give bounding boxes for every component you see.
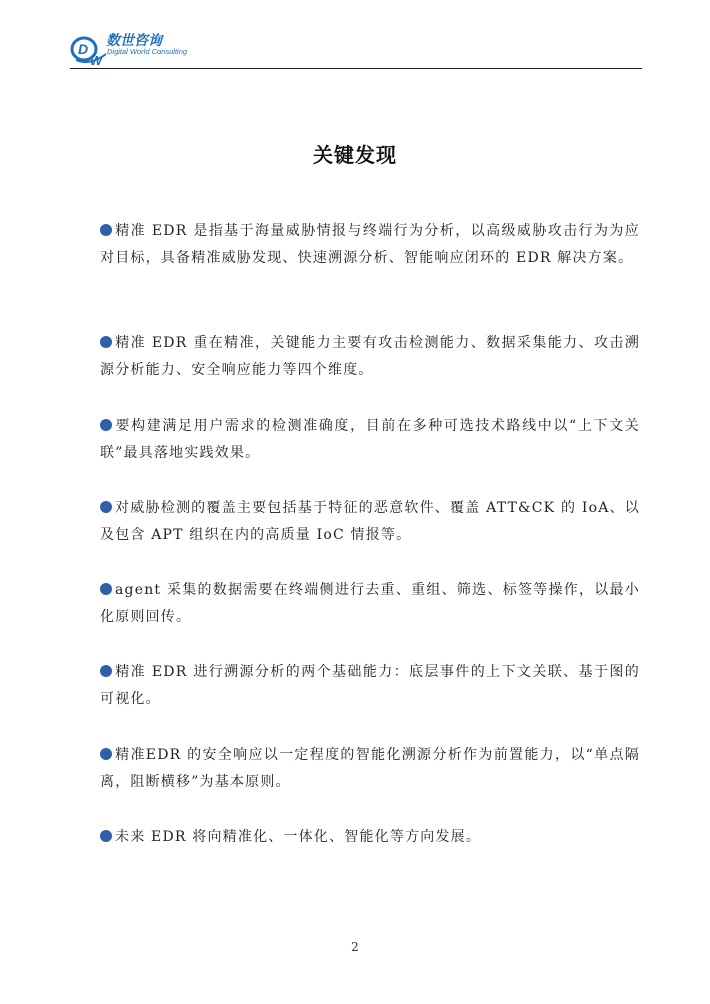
page-header — [70, 30, 642, 74]
bullet-icon — [100, 419, 112, 431]
finding-paragraph — [100, 742, 640, 796]
paragraph-text: 精准 EDR 是指基于海量威胁情报与终端行为分析，以高级威胁攻击行为为应对目标，具备精准威胁发现、快速溯源分析、智能响应闭环的 EDR 解决方案。 — [100, 223, 640, 266]
bullet-icon — [100, 583, 112, 595]
paragraph-text: 精准 EDR 重在精准，关键能力主要有攻击检测能力、数据采集能力、攻击溯源分析能力、安全响应能力等四个维度。 — [100, 335, 640, 378]
logo-text-cn: 数世咨询 — [106, 33, 162, 49]
finding-paragraph — [100, 577, 640, 631]
bullet-icon — [100, 224, 112, 236]
paragraph-text: 未来 EDR 将向精准化、一体化、智能化等方向发展。 — [115, 829, 482, 845]
bullet-icon — [100, 665, 112, 677]
finding-paragraph — [100, 495, 640, 549]
page-number: 2 — [351, 940, 359, 954]
finding-paragraph — [100, 218, 640, 272]
company-logo — [70, 30, 188, 70]
paragraph-text: 要构建满足用户需求的检测准确度，目前在多种可选技术路线中以“上下文关联”最具落地实践效果。 — [100, 418, 640, 461]
bullet-icon — [100, 501, 112, 513]
svg-text:D: D — [78, 41, 89, 57]
page-title: 关键发现 — [313, 143, 397, 167]
paragraph-text: 精准EDR 的安全响应以一定程度的智能化溯源分析作为前置能力，以“单点隔离，阻断横移”为基本原则。 — [100, 747, 640, 790]
paragraph-text: 对威胁检测的覆盖主要包括基于特征的恶意软件、覆盖 ATT&CK 的 IoA、以及包含 APT 组织在内的高质量 IoC 情报等。 — [100, 500, 640, 543]
paragraph-text: 精准 EDR 进行溯源分析的两个基础能力：底层事件的上下文关联、基于图的可视化。 — [100, 664, 640, 707]
bullet-icon — [100, 748, 112, 760]
finding-paragraph — [100, 330, 640, 384]
bullet-icon — [100, 830, 112, 842]
paragraph-text: agent 采集的数据需要在终端侧进行去重、重组、筛选、标签等操作，以最小化原则回传。 — [100, 582, 640, 625]
logo-text-en: Digital World Consulting — [107, 47, 188, 56]
svg-text:W: W — [90, 53, 103, 68]
finding-paragraph — [100, 659, 640, 713]
header-divider — [70, 68, 642, 69]
finding-paragraph — [100, 413, 640, 467]
bullet-icon — [100, 336, 112, 348]
finding-paragraph — [100, 824, 640, 851]
logo-mark-icon — [70, 32, 110, 68]
